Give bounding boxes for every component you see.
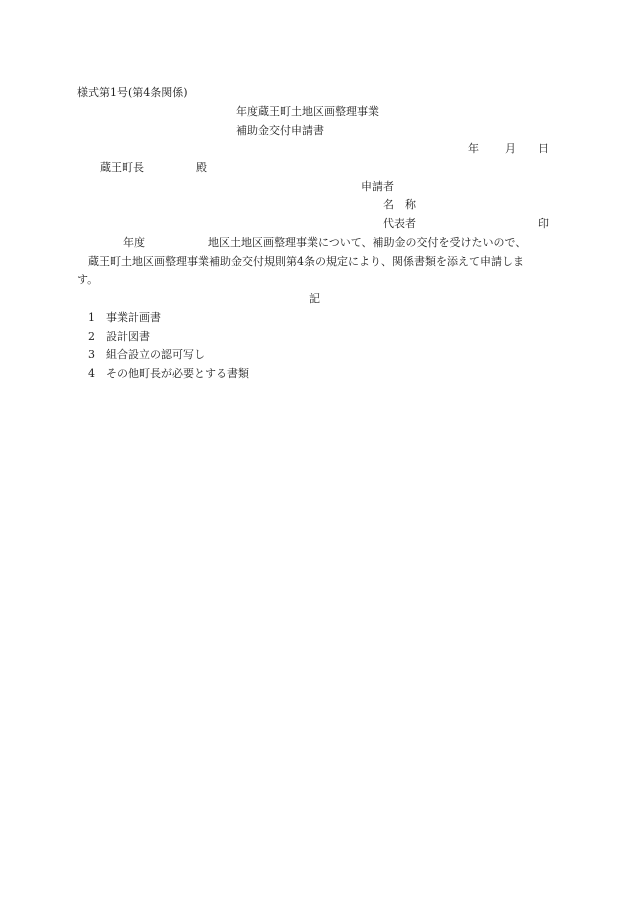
body-year-label: 年度 bbox=[123, 236, 145, 249]
item-text: その他町長が必要とする書類 bbox=[106, 367, 249, 380]
body-line-2: 蔵王町土地区画整理事業補助金交付規則第4条の規定により、関係書類を添えて申請しま bbox=[88, 255, 524, 268]
body-line-3: す。 bbox=[77, 273, 99, 286]
ki-heading: 記 bbox=[309, 292, 320, 305]
item-text: 設計図書 bbox=[106, 330, 150, 343]
seal-mark: 印 bbox=[538, 217, 549, 230]
date-month: 月 bbox=[505, 142, 516, 155]
item-text: 事業計画書 bbox=[106, 311, 161, 324]
title-line-2: 補助金交付申請書 bbox=[236, 124, 324, 137]
form-number-label: 様式第1号(第4条関係) bbox=[77, 86, 188, 99]
item-number: 2 bbox=[88, 330, 95, 343]
date-day: 日 bbox=[538, 142, 549, 155]
applicant-heading: 申請者 bbox=[361, 180, 394, 193]
date-year: 年 bbox=[468, 142, 479, 155]
applicant-representative-label: 代表者 bbox=[383, 217, 416, 230]
item-number: 4 bbox=[88, 367, 95, 380]
addressee-honorific: 殿 bbox=[196, 161, 207, 174]
title-line-1: 年度蔵王町土地区画整理事業 bbox=[236, 105, 379, 118]
body-line-1: 地区土地区画整理事業について、補助金の交付を受けたいので、 bbox=[208, 236, 527, 249]
item-text: 組合設立の認可写し bbox=[106, 348, 205, 361]
item-number: 1 bbox=[88, 311, 95, 324]
item-number: 3 bbox=[88, 348, 95, 361]
addressee-name: 蔵王町長 bbox=[100, 161, 144, 174]
applicant-name-label: 名 称 bbox=[383, 198, 416, 211]
